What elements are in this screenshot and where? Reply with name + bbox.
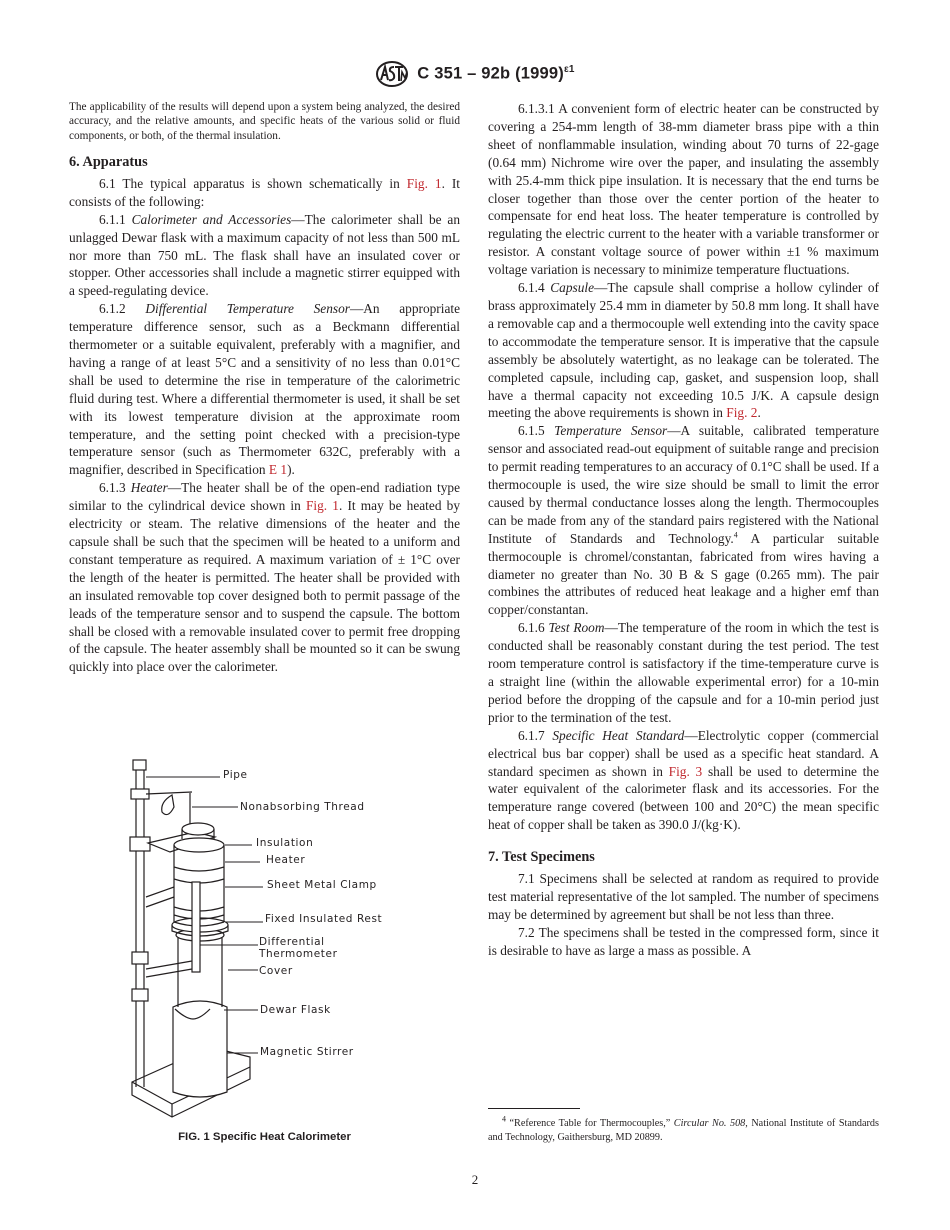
label-nonabsorbing-thread: Nonabsorbing Thread [240, 801, 365, 813]
paragraph-7-1: 7.1 Specimens shall be selected at random as required to provide test material representative of the lot sampled. The number of specimens may be determined by agreement but shall be not less than three. [488, 871, 879, 922]
paragraph-6-1-5: 6.1.5 Temperature Sensor—A suitable, calibrated temperature sensor and associated read-out equipment of suitable range and precision to permit reading temperatures to an accuracy of 0.1°C shall be used. If a thermocouple is used, the wire size should be small to limit the error caused by thermal conductance losses along the length. Thermocouples can be made from any of the standard pairs registered with the National Institute of Standards and Technology.$^4$ A particular suitable thermocouple is chromel/constantan, fabricated from wires having a diameter no greater than No. 30 B & S gage (0.265 mm). The pair combines the attributes of reduced heat leakage and a higher emf than copper/constantan. [488, 423, 880, 618]
fig-1-link-2[interactable]: Fig. 1 [305, 498, 339, 514]
paragraph-6-1-3: 6.1.3 Heater—The heater shall be of the open-end radiation type similar to the cylindrical device shown in Fig. 1. It may be heated by electricity or steam. The relative dimensions of the heater and the capsule shall be such that the specimen will be heated to a uniform and constant temperature as required. A maximum variation of ± 1°C over the length of the heater is permitted. The heater shall be provided with an insulated removable top cover designed both to permit passage of the leads of the temperature sensor and to suspend the capsule. The bottom shall be closed with a removable insulated cover to permit free dropping of the capsule. The heater assembly shall be mounted so it can be swung quickly into place over the calorimeter. [69, 480, 460, 675]
footnote-divider [488, 1108, 580, 1109]
astm-logo-icon [375, 60, 409, 88]
figure-1-caption: FIG. 1 Specific Heat Calorimeter [178, 1131, 351, 1143]
paragraph-6-1-6: 6.1.6 Test Room—The temperature of the room in which the test is conducted shall be reasonably constant during the test period. The test room temperature control is satisfactory if the time-temperature curve is a straight line (within the allowable experimental error) for a 10-min period before the dropping of the capsule and for a 10-min period just prior to the termination of the test. [488, 620, 879, 725]
paragraph-6-1-7: 6.1.7 Specific Heat Standard—Electrolytic copper (commercial electrical bus bar copper) shall be used as a specific heat standard. A standard specimen as shown in Fig. 3 shall be used to determine the water equivalent of the calorimeter flask and its accessories. For the temperature range covered (between 100 and 20°C) the mean specific heat of copper shall be taken as 390.0 J/(kg·K). [488, 727, 880, 833]
footnote-ref-4[interactable]: 4 [733, 530, 738, 540]
label-pipe: Pipe [223, 769, 248, 781]
label-fixed-insulated-rest: Fixed Insulated Rest [265, 913, 383, 925]
label-sheet-metal-clamp: Sheet Metal Clamp [267, 879, 377, 891]
paragraph-6-1-3-1: 6.1.3.1 A convenient form of electric heater can be constructed by covering a 254-mm length of 38-mm diameter brass pipe with a thin sheet of nonflammable insulation, winding about 70 turns of 22-gage (0.64 mm) Nichrome wire over the paper, and insulating the assembly with 25.4-mm thick pipe insulation. It is necessary that the end turns be closer together than those over the center portion of the heater to compensate for end heat loss. The heater temperature is controlled by regulating the electric current to the heater with a variable transformer or resistor. A constant voltage source of power within ±1 % maximum voltage variation is necessary to minimize temperature fluctuations. [488, 101, 879, 278]
label-differential-thermometer: Differential Thermometer [259, 936, 338, 960]
fig-2-link[interactable]: Fig. 2 [726, 405, 758, 421]
label-magnetic-stirrer: Magnetic Stirrer [260, 1046, 354, 1058]
label-cover: Cover [259, 965, 293, 977]
paragraph-6-1-2: 6.1.2 Differential Temperature Sensor—An appropriate temperature difference sensor, such as a Beckmann differential thermometer or a suitable equivalent, preferably with a magnifier, and having a range of at least 5°C and a sensitivity of no less than 0.01°C shall be used to determine the rise in temperature of the calorimetric fluid during test. Where a differential thermometer is used, it shall be set with its lowest temperature division at the approximate room temperature, and the setting point checked with a precision-type temperature sensor (such as Thermometer 632C, preferably with a magnifier, described in Specification E 1). [69, 301, 460, 478]
section-6-heading: 6. Apparatus [69, 153, 148, 170]
section-7-heading: 7. Test Specimens [488, 849, 595, 866]
e1-spec-link[interactable]: E 1 [268, 462, 288, 478]
paragraph-6-1-4: 6.1.4 Capsule—The capsule shall comprise a hollow cylinder of brass approximately 25.4 mm in diameter by 50.8 mm long. It shall have a removable cap and a thermocouple well extending into the cavity space to accommodate the temperature sensor. It is imperative that the capsule assembly be absolutely watertight, as no leakage can be tolerated. The completed capsule, including cap, gasket, and suspension loop, shall have a thermal capacity not exceeding 10.5 J/K. A capsule design meeting the above requirements is shown in Fig. 2. [488, 280, 880, 421]
fig-3-link[interactable]: Fig. 3 [668, 763, 703, 779]
paragraph-6-1: 6.1 The typical apparatus is shown schematically in Fig. 1. It consists of the following: [69, 175, 461, 209]
page-header [0, 60, 950, 93]
figure-1-calorimeter-diagram [120, 757, 390, 1127]
fig-1-link[interactable]: Fig. 1 [406, 175, 442, 191]
paragraph-7-2: 7.2 The specimens shall be tested in the compressed form, since it is desirable to have as large a mass as possible. A [488, 924, 879, 958]
right-column [488, 100, 879, 960]
intro-paragraph: The applicability of the results will depend upon a system being analyzed, the desired accuracy, and the relative amounts, and specific heats of the various solid or fluid components, or both, of the thermal insulation. [69, 101, 460, 142]
footnote-4: $^4$ “Reference Table for Thermocouples,” Circular No. 508, National Institute of Standards and Technology, Gaithersburg, MD 20899. [488, 1114, 879, 1143]
page-number: 2 [471, 1172, 479, 1187]
paragraph-6-1-1: 6.1.1 Calorimeter and Accessories—The calorimeter shall be an unlagged Dewar flask with a maximum capacity of not less than 500 mL nor more than 750 mL. The flask shall have an insulated cover or stopper. Other accessories shall include a magnetic stirrer equipped with a speed-regulating device. [69, 211, 460, 299]
document-designation: C 351 – 92b $(1999)^{\varepsilon 1}$ [417, 64, 575, 83]
label-heater: Heater [266, 854, 306, 866]
label-dewar-flask: Dewar Flask [260, 1004, 331, 1016]
left-column [69, 100, 460, 676]
label-insulation: Insulation [256, 837, 314, 849]
